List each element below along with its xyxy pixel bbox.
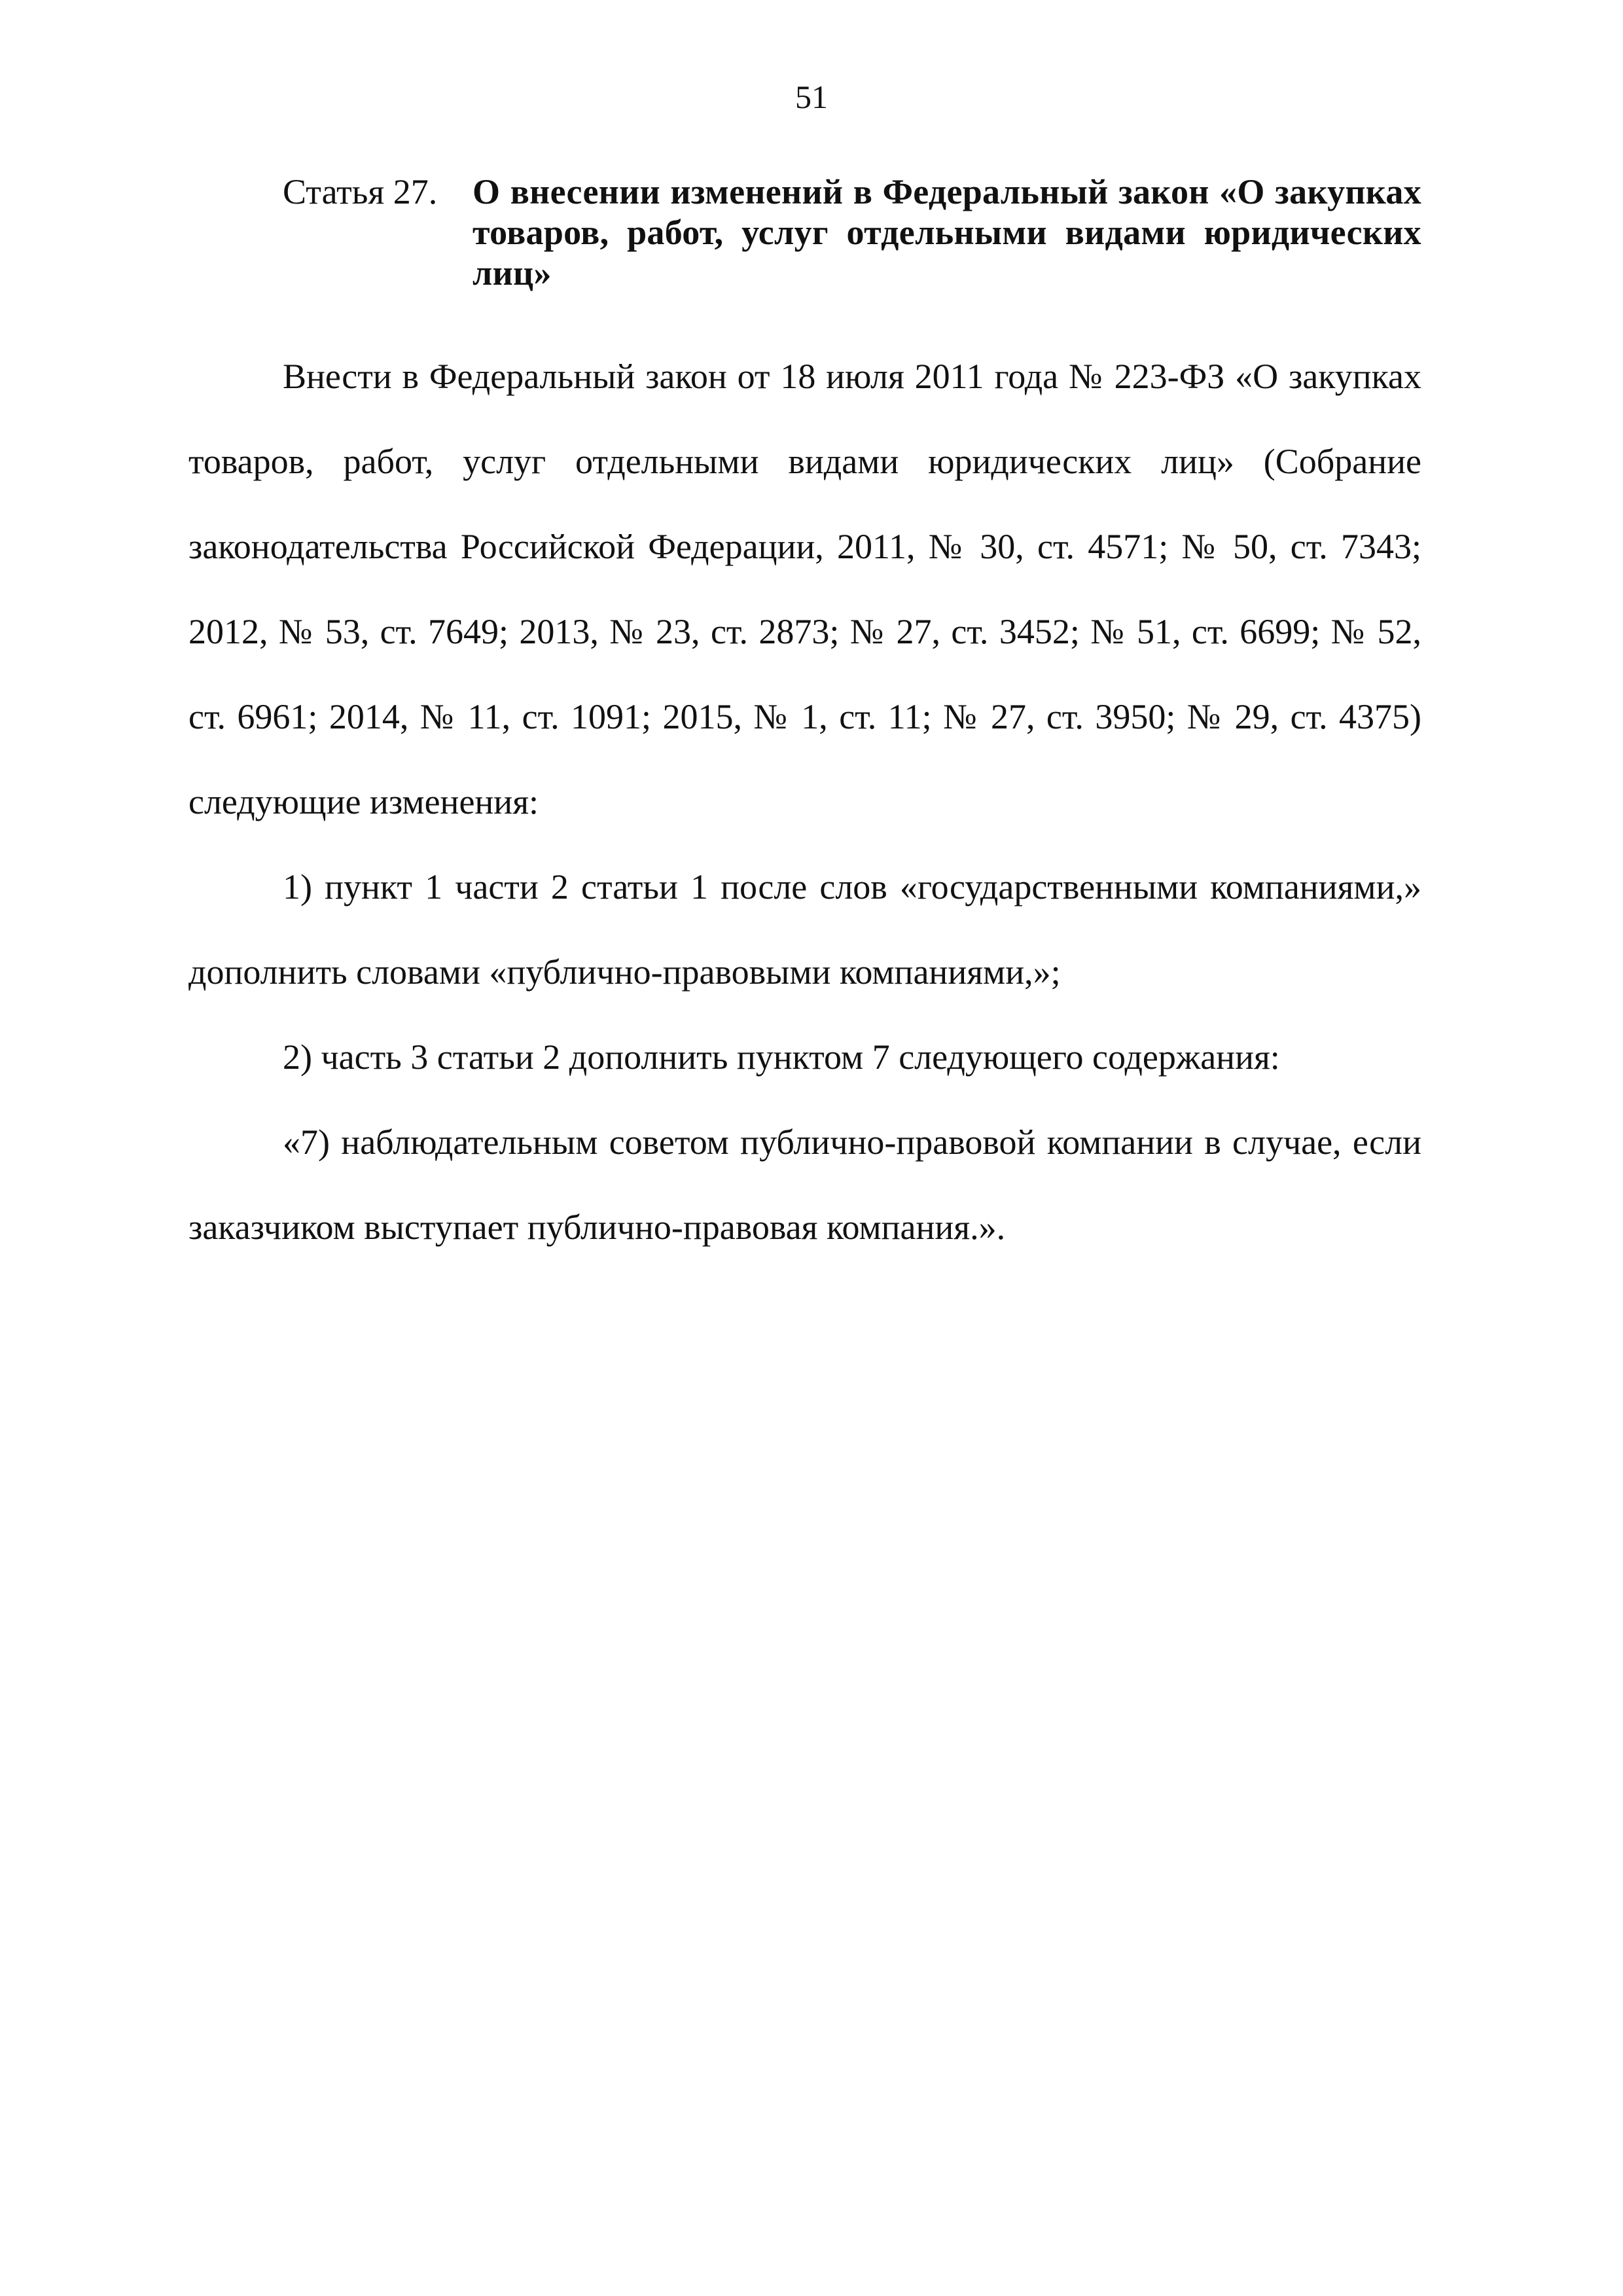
article-label: Статья 27. [283, 172, 438, 211]
article-body [188, 334, 1421, 1270]
article-heading [283, 171, 1421, 293]
paragraph-quoted-point-7: «7) наблюдательным советом публично-правовой компании в случае, если заказчиком выступает публично-правовая компания.». [188, 1122, 1421, 1247]
page-number: 51 [795, 79, 828, 115]
article-title: О внесении изменений в Федеральный закон «О закупках товаров, работ, услуг отдельными видами юридических лиц» [473, 172, 1421, 293]
paragraph-item-2: 2) часть 3 статьи 2 дополнить пунктом 7 следующего содержания: [283, 1037, 1280, 1077]
paragraph-intro: Внести в Федеральный закон от 18 июля 2011 года № 223-ФЗ «О закупках товаров, работ, услуг отдельными видами юридических лиц» (Собрание законодательства Российской Федерации, 2011, № 30, ст. 4571; № 50, ст. 7343; 2012, № 53, ст. 7649; 2013, № 23, ст. 2873; № 27, ст. 3452; № 51, ст. 6699; № 52, ст. 6961; 2014, № 11, ст. 1091; 2015, № 1, ст. 11; № 27, ст. 3950; № 29, ст. 4375) следующие изменения: [188, 357, 1421, 821]
paragraph-item-1: 1) пункт 1 части 2 статьи 1 после слов «государственными компаниями,» дополнить словами «публично-правовыми компаниями,»; [188, 867, 1421, 992]
